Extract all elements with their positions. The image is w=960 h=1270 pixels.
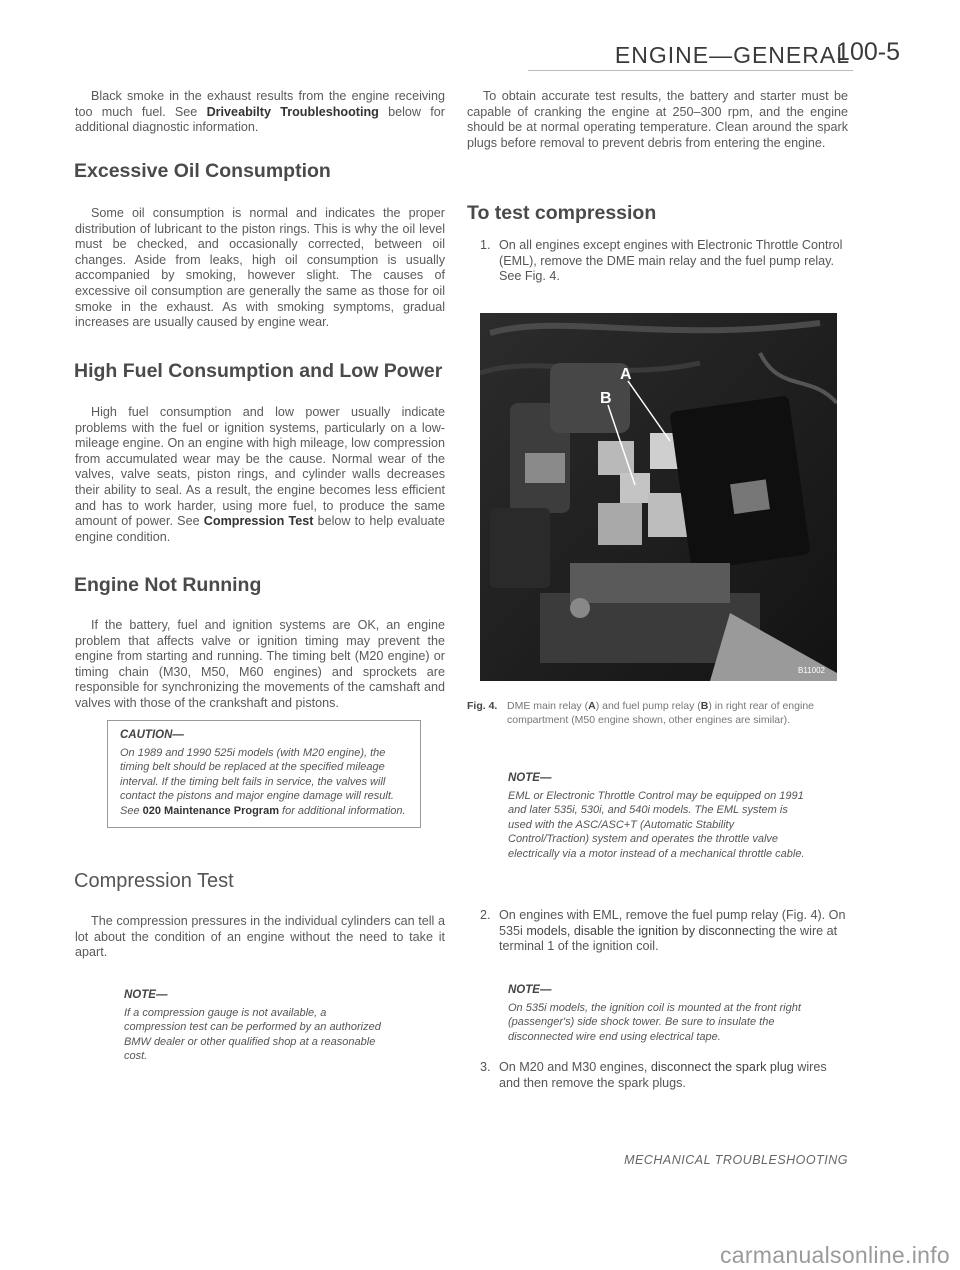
heading-excessive-oil: Excessive Oil Consumption <box>74 160 331 182</box>
intro-paragraph: Black smoke in the exhaust results from the engine receiving too much fuel. See Driveabilty Troubleshooting below for additional diagnostic information. <box>75 89 445 135</box>
caution-box <box>107 720 421 828</box>
figure-caption: Fig. 4. DME main relay (A) and fuel pump relay (B) in right rear of engine compartment (M50 engine shown, other engines are similar). <box>467 700 815 726</box>
caution-body: On 1989 and 1990 525i models (with M20 engine), the timing belt should be replaced at the specified mileage interval. If the timing belt fails in service, the valves will contact the pistons and major engine damage will result. See 020 Maintenance Program for additional information. <box>120 747 406 817</box>
note-body: If a compression gauge is not available, a compression test can be performed by an authorized BMW dealer or other qualified shop at a reasonable cost. <box>124 1007 381 1063</box>
figure-label-a: A <box>620 366 632 383</box>
figure-code: B11002 <box>798 666 825 675</box>
step-3: 3. On M20 and M30 engines, disconnect the spark plug wires and then remove the spark plugs. <box>480 1060 827 1090</box>
heading-high-fuel: High Fuel Consumption and Low Power <box>74 360 443 382</box>
photo-illustration <box>480 313 837 681</box>
note-heading: NOTE— <box>124 989 168 1001</box>
note-body: EML or Electronic Throttle Control may be equipped on 1991 and later 535i, 530i, and 540i models. The EML system is used with the ASC/ASC+T (Automatic Stability Control/Traction) system and operates the throttle valve electrically via a motor instead of a mechanical throttle cable. <box>508 790 805 860</box>
maintenance-program-link: 020 Maintenance Program <box>142 804 279 817</box>
header-rule <box>528 70 853 71</box>
oil-paragraph: Some oil consumption is normal and indicates the proper distribution of lubricant to the piston rings. This is why the oil level must be checked, and occasionally corrected, between oil changes. Aside from leaks, high oil consumption is usually accompanied by smoking, however slight. The causes of excessive oil consumption are generally the same as those for oil smoke in the exhaust. As with smoking symptoms, gradual increases are usually caused by engine wear. <box>75 206 445 330</box>
running-header-title: ENGINE—GENERAL <box>614 42 850 68</box>
figure-number: Fig. 4. <box>467 700 498 712</box>
not-running-paragraph: If the battery, fuel and ignition systems are OK, an engine problem that affects valve or ignition timing may prevent the engine from starting and running. The timing belt (M20 engine) or timing chain (M30, M50, M60 engines) and sprockets are responsible for synchronizing the movements of the camshaft and valves with those of the crankshaft and pistons. <box>75 618 445 710</box>
caution-heading: CAUTION— <box>120 729 184 741</box>
page-number: 100-5 <box>836 38 900 66</box>
note-heading: NOTE— <box>508 984 552 996</box>
note-body: On 535i models, the ignition coil is mounted at the front right (passenger's) side shock tower. Be sure to insulate the disconnected wire end using electrical tape. <box>508 1002 801 1043</box>
compression-paragraph: The compression pressures in the individual cylinders can tell a lot about the condition of an engine without the need to take it apart. <box>75 914 445 960</box>
fuel-paragraph: High fuel consumption and low power usually indicate problems with the fuel or ignition systems, particularly on a low-mileage engine. On an engine with high mileage, low compression from accumulated wear may be the cause. Normal wear of the valves, valve seats, piston rings, and cylinder walls decreases their ability to seal. As a result, the engine becomes less efficient and has to work harder, using more fuel, to produce the same amount of power. See Compression Test below to help evaluate engine condition. <box>75 405 445 544</box>
heading-to-test-compression: To test compression <box>467 202 657 224</box>
compression-test-link: Compression Test <box>203 514 314 529</box>
right-intro-paragraph: To obtain accurate test results, the battery and starter must be capable of cranking the engine at 250–300 rpm, and the engine should be at normal operating temperature. Clean around the spark plugs before removal to prevent debris from entering the engine. <box>467 89 848 150</box>
note-heading: NOTE— <box>508 772 552 784</box>
driveability-link: Driveabilty Troubleshooting <box>206 104 379 119</box>
figure-label-b: B <box>600 390 612 407</box>
engine-compartment-photo <box>480 313 837 681</box>
watermark: carmanualsonline.info <box>719 1242 950 1268</box>
note-eml <box>508 772 808 861</box>
heading-compression-test: Compression Test <box>74 870 234 892</box>
note-535i <box>508 984 808 1044</box>
step-1: 1. On all engines except engines with Electronic Throttle Control (EML), remove the DME main relay and the fuel pump relay. See Fig. 4. <box>480 238 843 284</box>
heading-engine-not-running: Engine Not Running <box>74 574 262 596</box>
step-2: 2. On engines with EML, remove the fuel pump relay (Fig. 4). On 535i models, disable the ignition by disconnecting the wire at terminal 1 of the ignition coil. <box>480 908 846 954</box>
note-compression-gauge <box>124 989 386 1064</box>
running-footer: MECHANICAL TROUBLESHOOTING <box>624 1153 848 1167</box>
